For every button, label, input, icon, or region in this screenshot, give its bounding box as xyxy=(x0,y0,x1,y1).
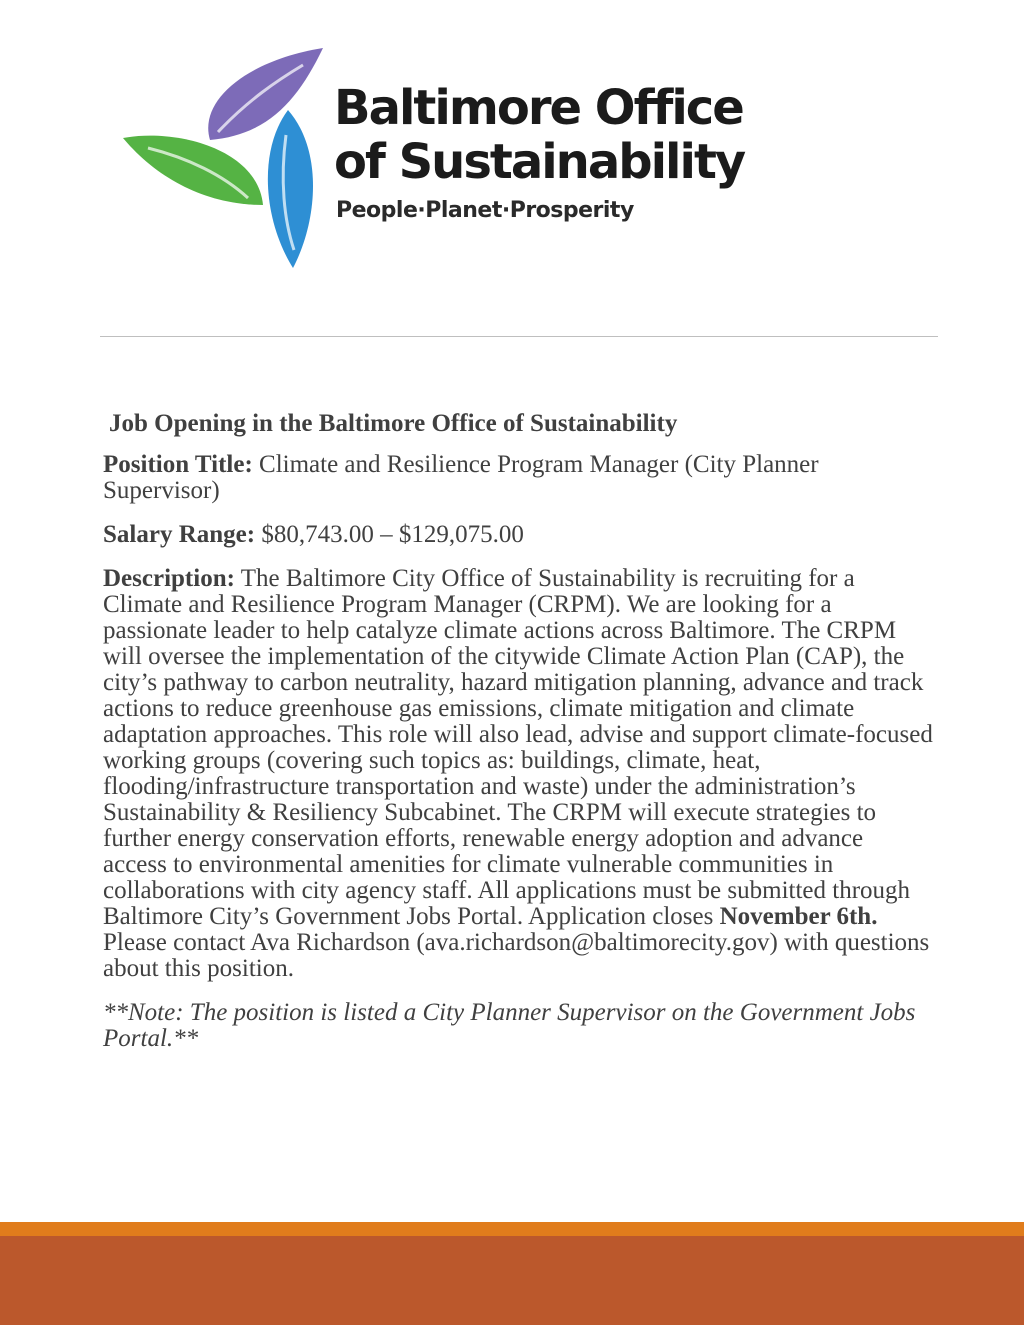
footer-accent-stripe xyxy=(0,1222,1024,1236)
job-posting xyxy=(103,408,933,1070)
salary-range-paragraph xyxy=(103,522,933,548)
position-title-paragraph xyxy=(103,452,933,504)
page-title: Job Opening in the Baltimore Office of Sustainability xyxy=(109,410,678,437)
logo-tagline: People·Planet·Prosperity xyxy=(336,198,634,223)
portal-note: **Note: The position is listed a City Planner Supervisor on the Government Jobs Portal.** xyxy=(103,999,916,1052)
header-divider xyxy=(100,336,938,337)
blue-leaf-icon xyxy=(268,110,313,268)
logo-line-2: of Sustainability xyxy=(334,134,745,190)
leaves-logo-icon xyxy=(118,40,328,280)
description-contact-text: Please contact Ava Richardson (ava.richardson@baltimorecity.gov) with questions about this position. xyxy=(103,929,930,982)
salary-range-value: $80,743.00 – $129,075.00 xyxy=(261,521,524,548)
application-deadline: November 6th. xyxy=(719,903,878,930)
logo-line-1: Baltimore Office xyxy=(334,80,743,136)
description-label: Description: xyxy=(103,565,235,592)
description-paragraph xyxy=(103,566,933,982)
office-logo xyxy=(118,40,818,280)
salary-range-label: Salary Range: xyxy=(103,521,256,548)
description-text: The Baltimore City Office of Sustainability is recruiting for a Climate and Resilience Program Manager (CRPM). We are looking for a passionate leader to help catalyze climate actions across Baltimore. The CRPM will oversee the implementation of the citywide Climate Action Plan (CAP), the city’s pathway to carbon neutrality, hazard mitigation planning, advance and track actions to reduce greenhouse gas emissions, climate mitigation and climate adaptation approaches. This role will also lead, advise and support climate-focused working groups (covering such topics as: buildings, climate, heat, flooding/infrastructure transportation and waste) under the administration’s Sustainability & Resiliency Subcabinet. The CRPM will execute strategies to further energy conservation efforts, renewable energy adoption and advance access to environmental amenities for climate vulnerable communities in collaborations with city agency staff. All applications must be submitted through Baltimore City’s Government Jobs Portal. Application closes xyxy=(103,565,933,930)
position-title-label: Position Title: xyxy=(103,451,253,478)
footer-band xyxy=(0,1236,1024,1325)
position-title-value: Climate and Resilience Program Manager (City Planner Supervisor) xyxy=(103,451,819,504)
